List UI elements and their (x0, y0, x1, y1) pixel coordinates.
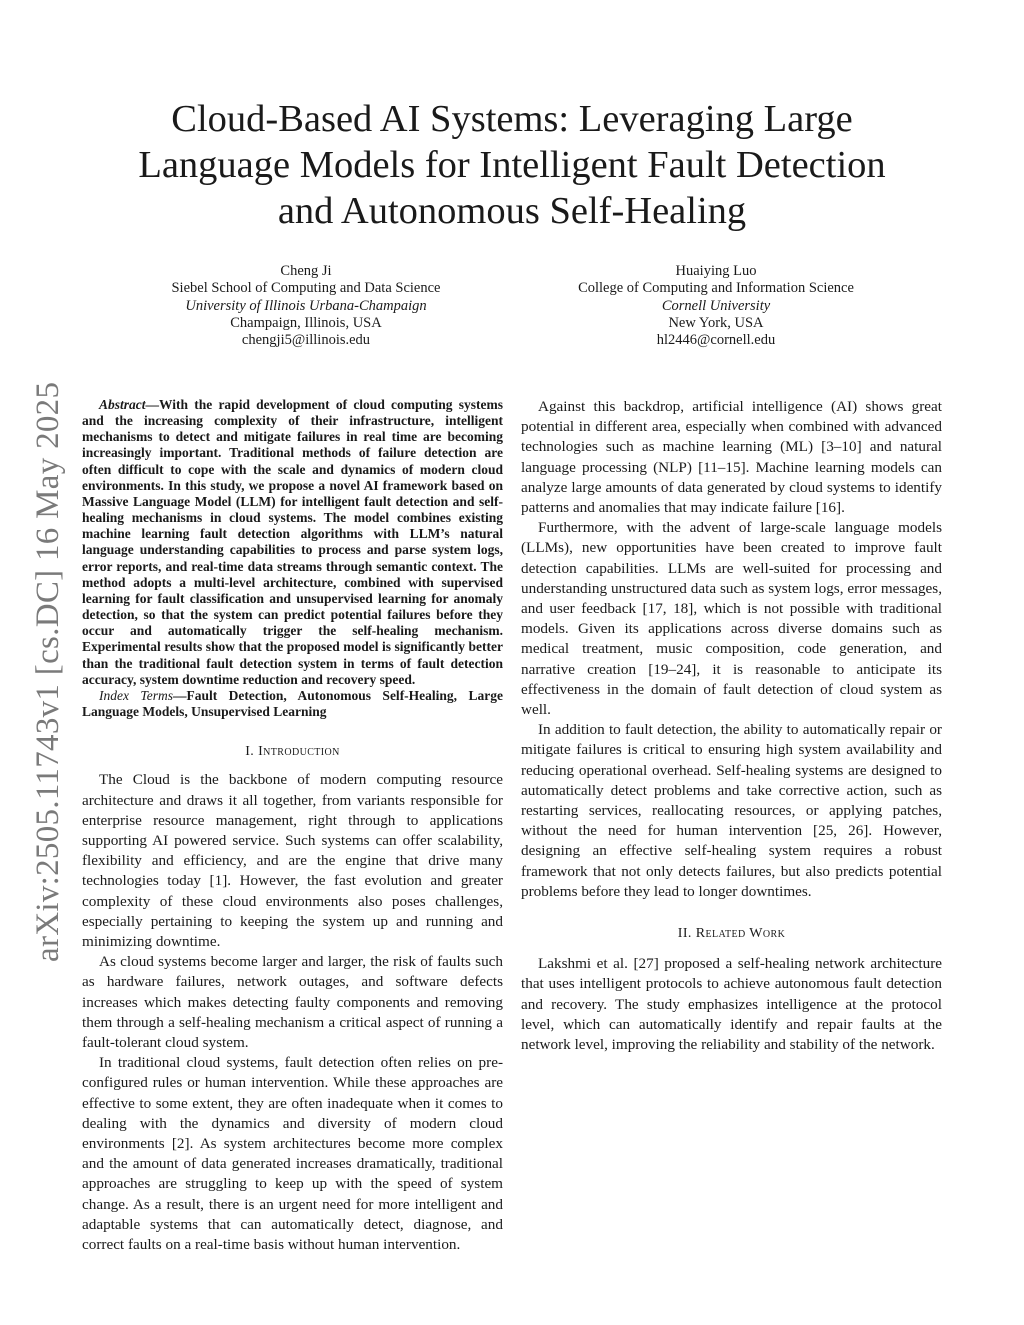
index-terms-label: Index Terms (99, 687, 173, 703)
author-block-1 (96, 263, 516, 349)
abstract (82, 397, 503, 688)
author-email[interactable]: hl2446@cornell.edu (656, 332, 776, 349)
section-heading-related-work (521, 924, 942, 944)
author-name: Huaiying Luo (675, 263, 757, 279)
author-department: Siebel School of Computing and Data Science (171, 280, 441, 297)
author-name: Cheng Ji (280, 263, 332, 279)
author-location: New York, USA (668, 314, 764, 331)
author-department: College of Computing and Information Science (578, 280, 854, 297)
index-terms-text: —Fault Detection, Autonomous Self-Healing, Large Language Models, Unsupervised Learning (82, 687, 503, 719)
author-university: Cornell University (661, 297, 771, 314)
left-column (82, 397, 503, 1255)
section-title: Related Work (695, 926, 786, 942)
author-university: University of Illinois Urbana-Champaign (185, 297, 427, 314)
arxiv-identifier: arXiv:2505.11743v1 [cs.DC] 16 May 2025 (30, 381, 66, 962)
author-block-2 (506, 263, 926, 349)
paragraph: In traditional cloud systems, fault detection often relies on pre-configured rules or human intervention. While these approaches are effective to some extent, they are often inadequate when it comes to dealing with the dynamics and diversity of modern cloud environments [2]. As system architectures become more complex and the amount of data generated increases dramatically, traditional approaches are struggling to keep up with the speed of system change. As a result, there is an urgent need for more intelligent and adaptable systems that can automatically detect, diagnose, and correct faults on a real-time basis without human intervention. (82, 1054, 503, 1253)
author-email[interactable]: chengji5@illinois.edu (241, 332, 371, 349)
paragraph: Furthermore, with the advent of large-scale language models (LLMs), new opportunities have been created to improve fault detection capabilities. LLMs are well-suited for processing and understanding unstructured data such as system logs, error messages, and user feedback [17, 18], which is not possible with traditional models. Given its applications across diverse domains such as medical treatment, music composition, code generation, and narrative creation [19–24], it is reasonable to anticipate its effectiveness in the domain of fault detection of cloud system as well. (521, 519, 942, 719)
abstract-label: Abstract (99, 397, 146, 412)
section-title: Introduction (258, 744, 340, 760)
author-location: Champaign, Illinois, USA (230, 314, 382, 331)
paragraph: As cloud systems become larger and larger, the risk of faults such as hardware failures, network outages, and software defects increases which makes detecting faulty components and removing them through a self-healing mechanism a critical aspect of running a fault-tolerant cloud system. (82, 953, 503, 1051)
title-line: and Autonomous Self-Healing (277, 190, 747, 232)
paragraph: In addition to fault detection, the ability to automatically repair or mitigate failures is critical to ensuring high system availability and reducing operational overhead. Self-healing systems are designed to automatically detect problems and take corrective action, such as restarting services, reallocating resources, or applying patches, without the need for human intervention [25, 26]. However, designing an effective self-healing system requires a robust framework that not only detects failures, but also predicts potential problems before they lead to longer downtimes. (521, 721, 942, 900)
title-line: Cloud-Based AI Systems: Leveraging Large (171, 98, 853, 140)
index-terms (82, 688, 503, 720)
paper-title (100, 96, 924, 234)
abstract-text: —With the rapid development of cloud computing systems and the increasing complexity of their infrastructure, intelligent mechanisms to detect and mitigate failures in real time are becoming increasingly important. Traditional methods of failure detection are often difficult to cope with the scale and dynamics of modern cloud environments. In this study, we propose a novel AI framework based on Massive Language Model (LLM) for intelligent fault detection and self-healing mechanisms in cloud systems. The model combines existing machine learning fault detection algorithms with LLM’s natural language understanding capabilities to process and parse system logs, error reports, and real-time data streams through semantic context. The method adopts a multi-level architecture, combined with supervised learning for fault classification and unsupervised learning for anomaly detection, so that the system can predict potential failures before they occur and automatically trigger the self-healing mechanism. Experimental results show that the proposed model is significantly better than the traditional fault detection system in terms of fault detection accuracy, system downtime reduction and recovery speed. (82, 397, 503, 687)
section-heading-introduction (82, 742, 503, 762)
paragraph: Against this backdrop, artificial intelligence (AI) shows great potential in different area, especially when combined with advanced technologies such as machine learning (ML) [3–10] and natural language processing (NLP) [11–15]. Machine learning models can analyze large amounts of data generated by cloud systems to identify patterns and anomalies that may indicate failure [16]. (521, 398, 942, 517)
section-number: I. (245, 744, 255, 760)
paragraph: Lakshmi et al. [27] proposed a self-healing network architecture that uses intelligent protocols to achieve autonomous fault detection and recovery. The study emphasizes intelligence at the protocol level, which can automatically identify and repair faults at the network level, improving the reliability and stability of the network. (521, 955, 942, 1054)
right-column (521, 397, 942, 1055)
title-line: Language Models for Intelligent Fault Detection (138, 144, 886, 186)
section-number: II. (677, 926, 692, 942)
paragraph: The Cloud is the backbone of modern computing resource architecture and draws it all together, from variants responsible for enterprise resource management, right through to applications supporting AI powered service. Such systems can offer scalability, flexibility and efficiency, and are the engine that drive many technologies today [1]. However, the fast evolution and greater complexity of these cloud environments also poses challenges, especially pertaining to keeping the system up and running and minimizing downtime. (82, 771, 503, 950)
